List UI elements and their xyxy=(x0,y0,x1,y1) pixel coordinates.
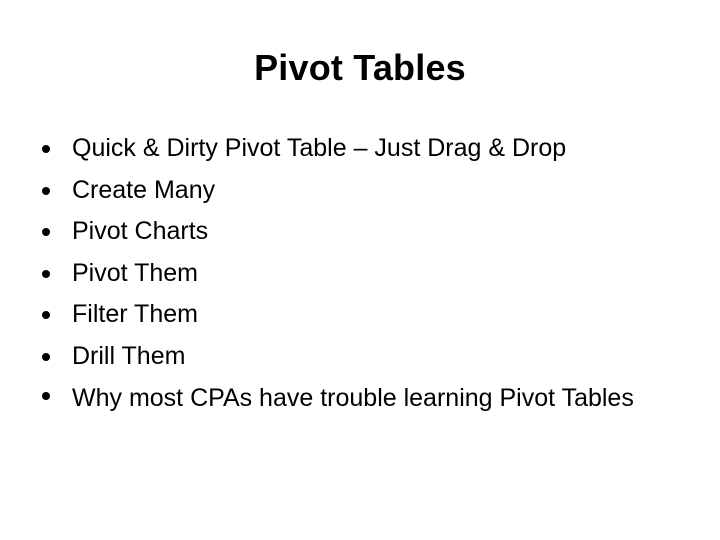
bullet-icon xyxy=(42,228,50,236)
bullet-icon xyxy=(42,353,50,361)
bullet-item-drill-them xyxy=(36,336,656,378)
bullet-item-create-many xyxy=(36,170,656,212)
bullet-text: Filter Them xyxy=(72,300,198,328)
bullet-item-filter-them xyxy=(36,294,656,336)
bullet-item-why-cpas xyxy=(36,377,656,416)
bullet-text: Create Many xyxy=(72,175,216,204)
bullet-icon xyxy=(42,145,50,153)
bullet-list xyxy=(36,128,656,416)
bullet-icon xyxy=(42,392,50,400)
bullet-icon xyxy=(42,311,50,319)
bullet-text: Why most CPAs have trouble learning Pivot Tables xyxy=(72,384,634,412)
bullet-item-pivot-charts xyxy=(36,211,656,253)
slide-title: Pivot Tables xyxy=(254,47,466,88)
bullet-text: Pivot Them xyxy=(72,258,198,287)
bullet-text: Quick & Dirty Pivot Table – Just Drag & Drop xyxy=(72,134,567,162)
bullet-item-pivot-them xyxy=(36,253,656,295)
bullet-text: Pivot Charts xyxy=(72,217,209,245)
bullet-text: Drill Them xyxy=(72,341,186,370)
bullet-item-quick-dirty xyxy=(36,128,656,170)
bullet-icon xyxy=(42,270,50,278)
bullet-icon xyxy=(42,187,50,195)
